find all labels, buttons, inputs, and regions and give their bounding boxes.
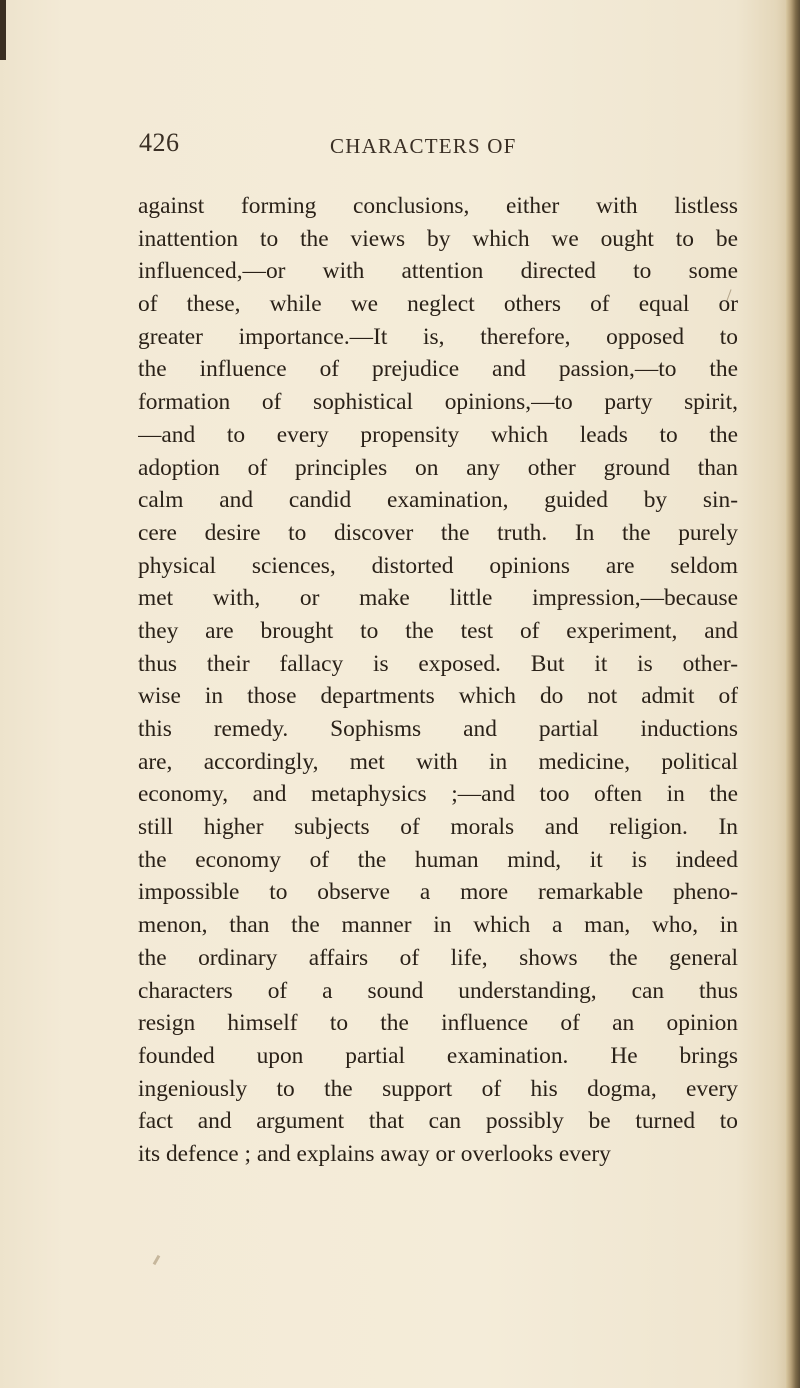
text-line: met with, or make little impression,—because: [138, 585, 738, 612]
text-line: adoption of principles on any other ground than: [138, 454, 738, 481]
text-line: formation of sophistical opinions,—to party spirit,: [138, 389, 738, 416]
text-line: calm and candid examination, guided by sin-: [138, 487, 738, 514]
text-line: impossible to observe a more remarkable pheno-: [138, 879, 738, 906]
page-number: 426: [139, 128, 180, 157]
text-line: wise in those departments which do not admit of: [138, 683, 738, 710]
text-line: resign himself to the influence of an opinion: [138, 1010, 738, 1037]
text-line: of these, while we neglect others of equal or: [138, 291, 738, 318]
body-text: [138, 190, 738, 1171]
page-edge-shadow-right: [786, 0, 800, 1388]
text-line: founded upon partial examination. He brings: [138, 1042, 738, 1069]
text-line: menon, than the manner in which a man, who, in: [138, 912, 738, 939]
text-line: characters of a sound understanding, can thus: [138, 977, 738, 1004]
page-edge-shadow-left: [0, 0, 6, 60]
ink-mark: [153, 1255, 161, 1265]
text-line: fact and argument that can possibly be turned to: [138, 1108, 738, 1135]
text-line: still higher subjects of morals and religion. In: [138, 814, 738, 841]
text-line: economy, and metaphysics ;—and too often in the: [138, 781, 738, 808]
text-line: the influence of prejudice and passion,—to the: [138, 356, 738, 383]
text-line: they are brought to the test of experiment, and: [138, 617, 738, 644]
text-line: —and to every propensity which leads to the: [138, 421, 738, 448]
text-line: its defence ; and explains away or overlooks every: [138, 1140, 611, 1167]
text-line: influenced,—or with attention directed to some: [138, 258, 738, 285]
text-line: inattention to the views by which we ought to be: [138, 225, 738, 252]
text-line: this remedy. Sophisms and partial inductions: [138, 716, 738, 742]
text-line: are, accordingly, met with in medicine, political: [138, 748, 738, 775]
text-line: greater importance.—It is, therefore, opposed to: [138, 323, 738, 350]
text-line: physical sciences, distorted opinions are seldom: [138, 552, 738, 579]
text-line: the economy of the human mind, it is indeed: [138, 846, 738, 873]
text-line: cere desire to discover the truth. In the purely: [138, 519, 738, 546]
text-line: against forming conclusions, either with listless: [138, 193, 738, 219]
running-head: [0, 128, 800, 168]
text-line: the ordinary affairs of life, shows the general: [138, 944, 738, 971]
text-line: ingeniously to the support of his dogma, every: [138, 1075, 738, 1102]
text-line: thus their fallacy is exposed. But it is other-: [138, 650, 738, 677]
running-title: CHARACTERS OF: [330, 134, 517, 158]
